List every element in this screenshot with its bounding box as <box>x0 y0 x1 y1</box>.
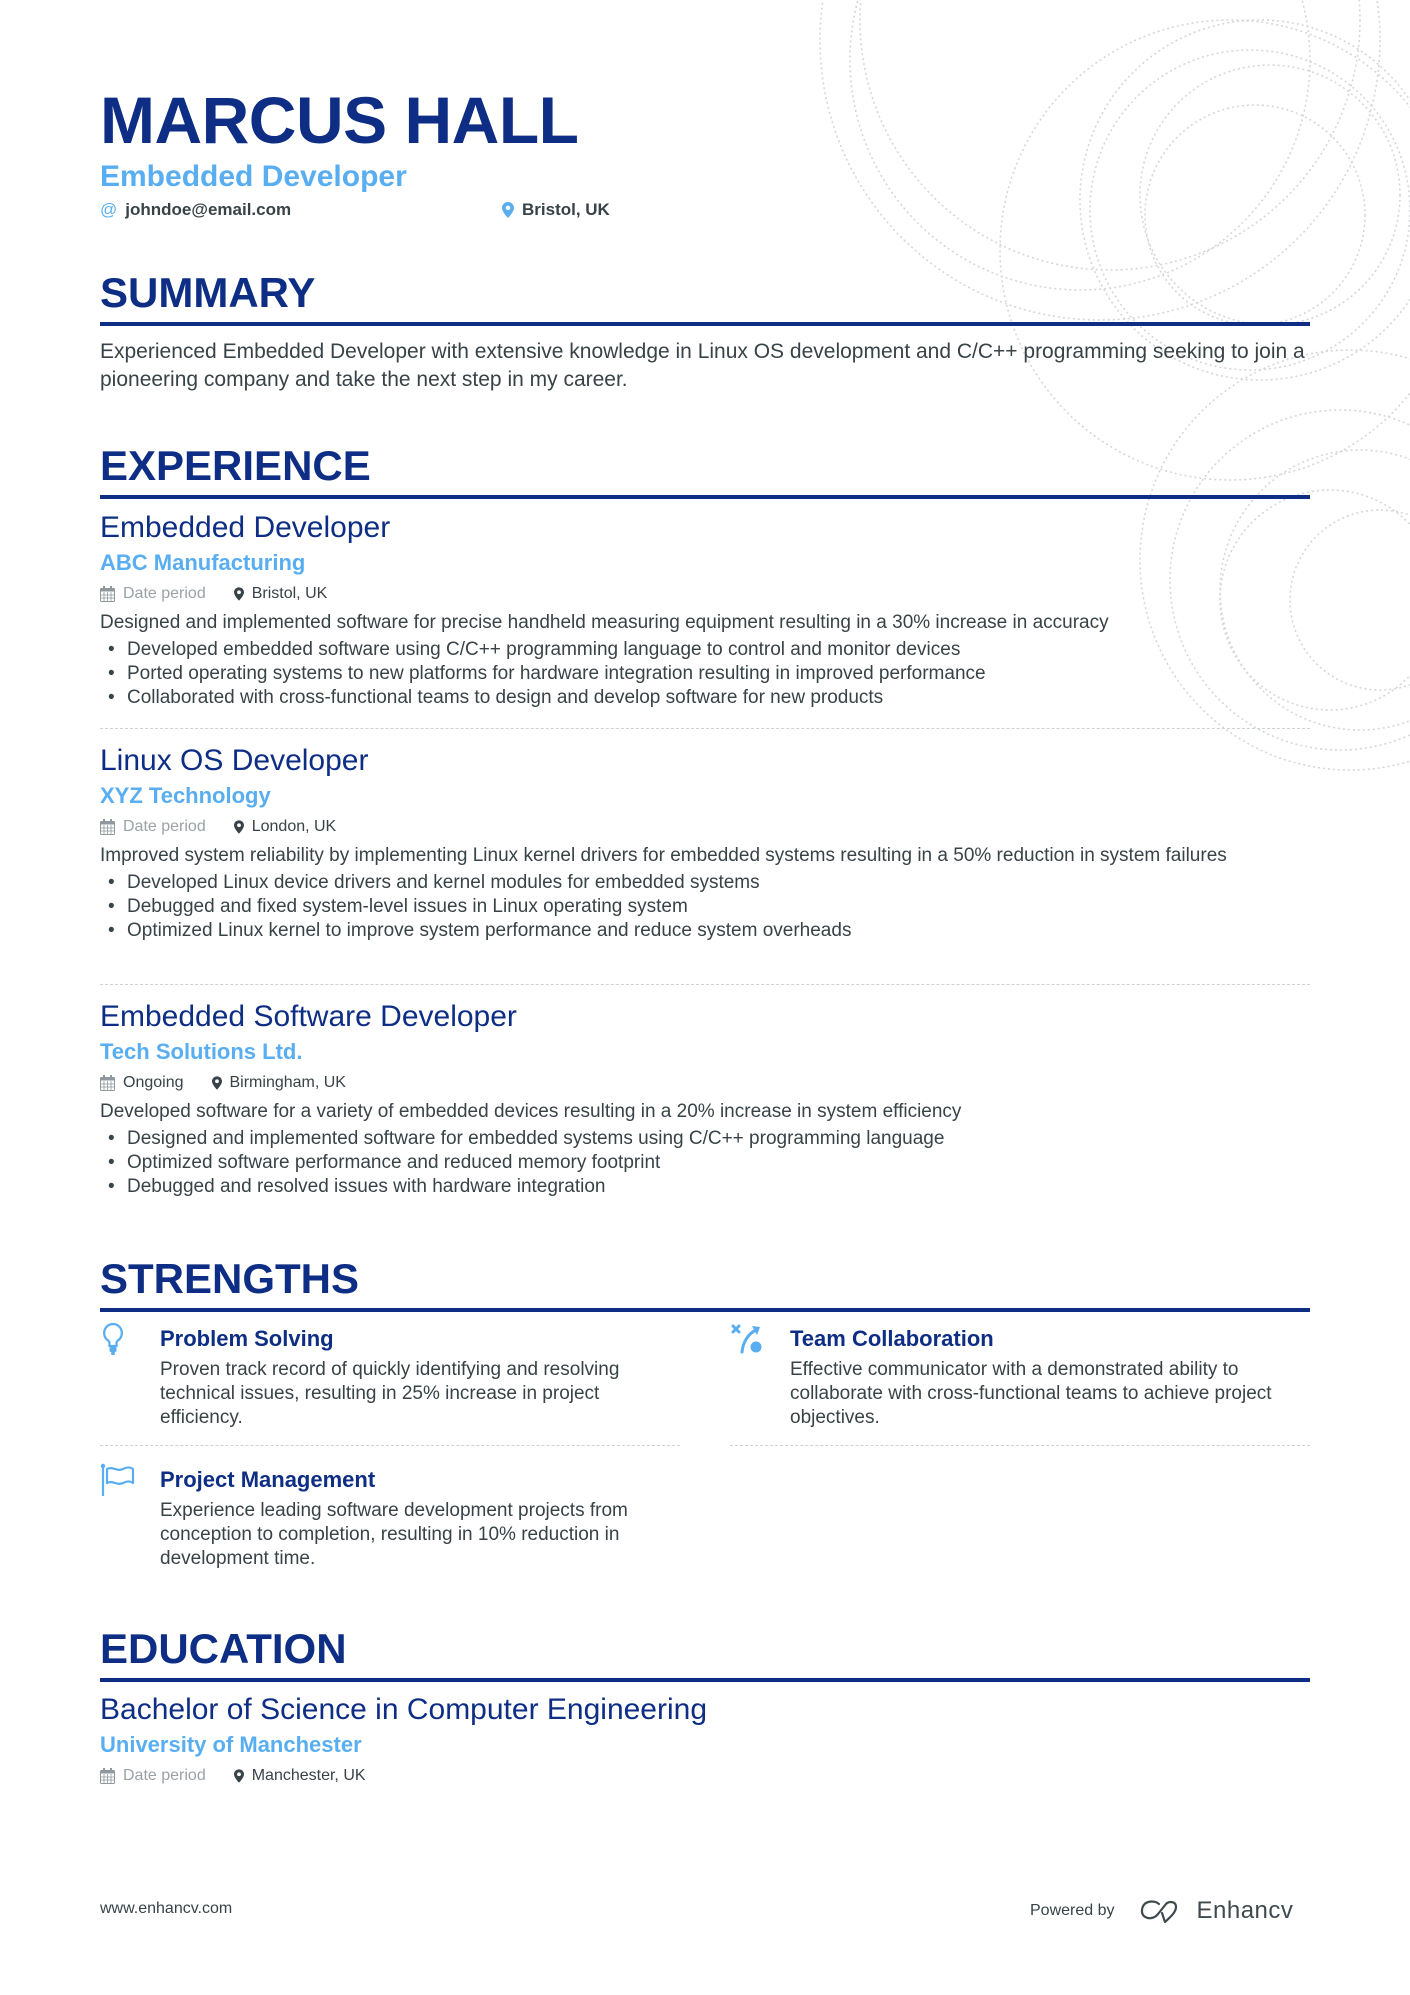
education-date <box>100 1764 206 1788</box>
job-bullet: • Debugged and resolved issues with hardware integration <box>100 1175 1310 1199</box>
education-school: University of Manchester <box>100 1732 362 1757</box>
job-bullets <box>100 638 1310 710</box>
job-title: Embedded Software Developer <box>100 1000 517 1033</box>
candidate-headline: Embedded Developer <box>100 160 407 193</box>
strategy-icon <box>730 1322 770 1358</box>
job-bullets <box>100 1127 1310 1199</box>
map-pin-icon <box>234 1769 244 1783</box>
experience-section <box>100 441 1310 499</box>
footer-powered-by <box>1030 1897 1293 1925</box>
map-pin-icon <box>502 202 514 218</box>
flag-icon <box>100 1463 140 1499</box>
education-date-text: Date period <box>123 1767 206 1784</box>
strength-description: Proven track record of quickly identifying and resolving technical issues, resulting in 25% increase in project efficiency. <box>160 1359 620 1428</box>
job-location-text: London, UK <box>251 818 337 835</box>
job-meta <box>100 582 1310 606</box>
job-company: Tech Solutions Ltd. <box>100 1039 303 1064</box>
contact-location <box>502 200 610 220</box>
job-bullet: • Optimized Linux kernel to improve system performance and reduce system overheads <box>100 919 1310 943</box>
lightbulb-icon <box>100 1322 140 1358</box>
contact-info <box>100 200 800 226</box>
summary-text: Experienced Embedded Developer with extensive knowledge in Linux OS development and C/C++ programming seeking to join a pioneering company and take the next step in my career. <box>100 340 1305 391</box>
item-divider <box>730 1445 1310 1446</box>
strength-title: Team Collaboration <box>790 1326 994 1351</box>
job-date <box>100 1071 184 1095</box>
map-pin-icon <box>234 587 244 601</box>
job-meta <box>100 1071 1310 1095</box>
job-date <box>100 582 206 606</box>
education-degree: Bachelor of Science in Computer Engineering <box>100 1693 708 1726</box>
location-text: Bristol, UK <box>522 200 610 219</box>
footer-url-link[interactable]: www.enhancv.com <box>100 1900 233 1917</box>
section-divider <box>100 495 1310 499</box>
map-pin-icon <box>212 1076 222 1090</box>
job-company: ABC Manufacturing <box>100 550 306 575</box>
job-meta <box>100 815 1310 839</box>
strengths-section <box>100 1254 1310 1312</box>
education-item <box>100 1692 1310 1788</box>
job-description: Developed software for a variety of embedded devices resulting in a 20% increase in system efficiency <box>100 1101 962 1122</box>
at-icon: @ <box>100 200 118 219</box>
section-title-strengths: STRENGTHS <box>100 1255 360 1302</box>
job-title: Embedded Developer <box>100 511 391 544</box>
job-location <box>234 815 337 839</box>
job-description: Improved system reliability by implementing Linux kernel drivers for embedded systems resulting in a 50% reduction in system failures <box>100 845 1227 866</box>
job-location-text: Bristol, UK <box>251 585 328 602</box>
map-pin-icon <box>234 820 244 834</box>
education-meta <box>100 1764 1310 1788</box>
experience-item <box>100 510 1310 710</box>
job-company: XYZ Technology <box>100 783 271 808</box>
section-divider <box>100 322 1310 326</box>
job-bullet: • Ported operating systems to new platforms for hardware integration resulting in improved performance <box>100 662 1310 686</box>
item-divider <box>100 1445 680 1446</box>
calendar-icon <box>100 586 115 602</box>
job-bullet: • Developed Linux device drivers and kernel modules for embedded systems <box>100 871 1310 895</box>
job-date <box>100 815 206 839</box>
strength-description: Effective communicator with a demonstrated ability to collaborate with cross-functional teams to achieve project objectives. <box>790 1359 1272 1428</box>
job-title: Linux OS Developer <box>100 744 369 777</box>
strength-description: Experience leading software development projects from conception to completion, resulting in 10% reduction in development time. <box>160 1500 628 1569</box>
summary-section <box>100 268 1310 394</box>
calendar-icon <box>100 1768 115 1784</box>
job-bullet: • Optimized software performance and reduced memory footprint <box>100 1151 1310 1175</box>
job-bullet: • Collaborated with cross-functional teams to design and develop software for new products <box>100 686 1310 710</box>
job-date-text: Date period <box>123 818 206 835</box>
education-section <box>100 1624 1310 1682</box>
job-location-text: Birmingham, UK <box>229 1074 346 1091</box>
strength-title: Problem Solving <box>160 1326 334 1351</box>
section-divider <box>100 1308 1310 1312</box>
calendar-icon <box>100 819 115 835</box>
education-location <box>234 1764 366 1788</box>
enhancv-logo[interactable] <box>1139 1897 1294 1925</box>
section-title-experience: EXPERIENCE <box>100 442 371 489</box>
section-divider <box>100 1678 1310 1682</box>
job-bullets <box>100 871 1310 943</box>
job-date-text: Date period <box>123 585 206 602</box>
job-bullet: • Debugged and fixed system-level issues in Linux operating system <box>100 895 1310 919</box>
strength-title: Project Management <box>160 1467 376 1492</box>
enhancv-brand-text: Enhancv <box>1196 1897 1294 1924</box>
job-bullet: • Developed embedded software using C/C++ programming language to control and monitor devices <box>100 638 1310 662</box>
item-divider <box>100 728 1310 729</box>
job-date-text: Ongoing <box>123 1074 184 1091</box>
job-description: Designed and implemented software for precise handheld measuring equipment resulting in a 30% increase in accuracy <box>100 612 1109 633</box>
experience-item <box>100 743 1310 943</box>
education-location-text: Manchester, UK <box>251 1767 366 1784</box>
email-text: johndoe@email.com <box>125 200 292 219</box>
enhancv-logo-icon <box>1139 1899 1187 1923</box>
powered-by-label: Powered by <box>1030 1902 1115 1919</box>
contact-email[interactable] <box>100 200 291 220</box>
job-location <box>212 1071 346 1095</box>
calendar-icon <box>100 1075 115 1091</box>
experience-item <box>100 999 1310 1199</box>
job-location <box>234 582 328 606</box>
section-title-summary: SUMMARY <box>100 269 316 316</box>
section-title-education: EDUCATION <box>100 1625 347 1672</box>
item-divider <box>100 984 1310 985</box>
candidate-name: MARCUS HALL <box>100 83 579 157</box>
job-bullet: • Designed and implemented software for embedded systems using C/C++ programming language <box>100 1127 1310 1151</box>
